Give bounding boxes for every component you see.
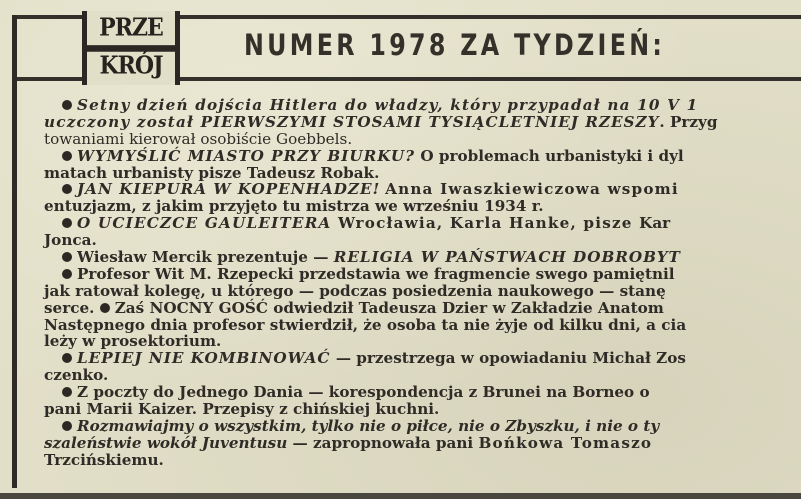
bullet-icon (62, 100, 72, 110)
logo-text-top: PRZE (87, 13, 175, 52)
list-item-line: leży w prosektorium. (44, 332, 222, 351)
list-item-line: Profesor Wit M. Rzepecki przedstawia we fragmencie swego pamiętnil (44, 266, 801, 283)
list-item-line: JAN KIEPURA W KOPENHADZE! Anna Iwaszkiewiczowa wspomi (44, 181, 801, 198)
logo-text-bottom: KRÓJ (99, 51, 163, 81)
bullet-icon (62, 269, 72, 279)
bullet-icon (62, 151, 72, 161)
list-item-line: LEPIEJ NIE KOMBINOWAĆ — przestrzega w opowiadaniu Michał Zos (44, 350, 801, 367)
scan-bottom-edge (0, 493, 801, 499)
bullet-icon (62, 184, 72, 194)
list-item-line: serce. Zaś NOCNY GOŚĆ odwiedził Tadeusza Dzier w Zakładzie Anatom (44, 298, 664, 317)
frame-rule-left (12, 15, 17, 488)
list-item-line: czenko. (44, 366, 109, 385)
list-item-line: O UCIECZCE GAULEITERA Wrocławia, Karla Hanke, pisze Kar (44, 215, 801, 232)
list-item-line: matach urbanisty pisze Tadeusz Robak. (44, 163, 380, 182)
list-item-line: Następnego dnia profesor stwierdził, że osoba ta nie żyje od kilku dni, a cia (44, 315, 687, 334)
bullet-icon (62, 421, 72, 431)
bullet-icon (62, 252, 72, 262)
list-item-line: WYMYŚLIĆ MIASTO PRZY BIURKU? O problemach urbanistyki i dyl (44, 148, 801, 165)
page-headline: NUMER 1978 ZA TYDZIEŃ: (244, 28, 666, 62)
bullet-icon (100, 303, 110, 313)
list-item-line: entuzjazm, z jakim przyjęto tu mistrza we wrześniu 1934 r. (44, 197, 544, 216)
bullet-icon (62, 218, 72, 228)
list-item-line: Z poczty do Jednego Dania — korespondencja z Brunei na Borneo o (44, 384, 801, 401)
list-item-line: pani Marii Kaizer. Przepisy z chińskiej kuchni. (44, 400, 440, 419)
list-item-line: Trzcińskiemu. (44, 450, 164, 469)
list-item-line: towaniami kierował osobiście Goebbels. (44, 129, 353, 148)
list-item-line: jak ratował kolegę, u którego — podczas posiedzenia naukowego — stanę (44, 281, 666, 300)
bullet-icon (62, 353, 72, 363)
list-item-line: szaleństwie wokół Juventusu — zapropnowała pani Bońkowa Tomaszo (44, 433, 653, 452)
article-list (44, 97, 801, 469)
list-item-line: Setny dzień dojścia Hitlera do władzy, który przypadał na 10 V 1 (44, 97, 801, 114)
list-item-line: Rozmawiajmy o wszystkim, tylko nie o piłce, nie o Zbyszku, i nie o ty (44, 418, 801, 435)
list-item-line: Wiesław Mercik prezentuje — RELIGIA W PAŃSTWACH DOBROBYT (44, 249, 801, 266)
list-item-line: Jonca. (44, 231, 97, 250)
bullet-icon (62, 387, 72, 397)
list-item-line: uczczony został PIERWSZYMI STOSAMI TYSIĄCLETNIEJ RZESZY. Przyg (44, 112, 718, 131)
masthead-logo (82, 11, 180, 85)
